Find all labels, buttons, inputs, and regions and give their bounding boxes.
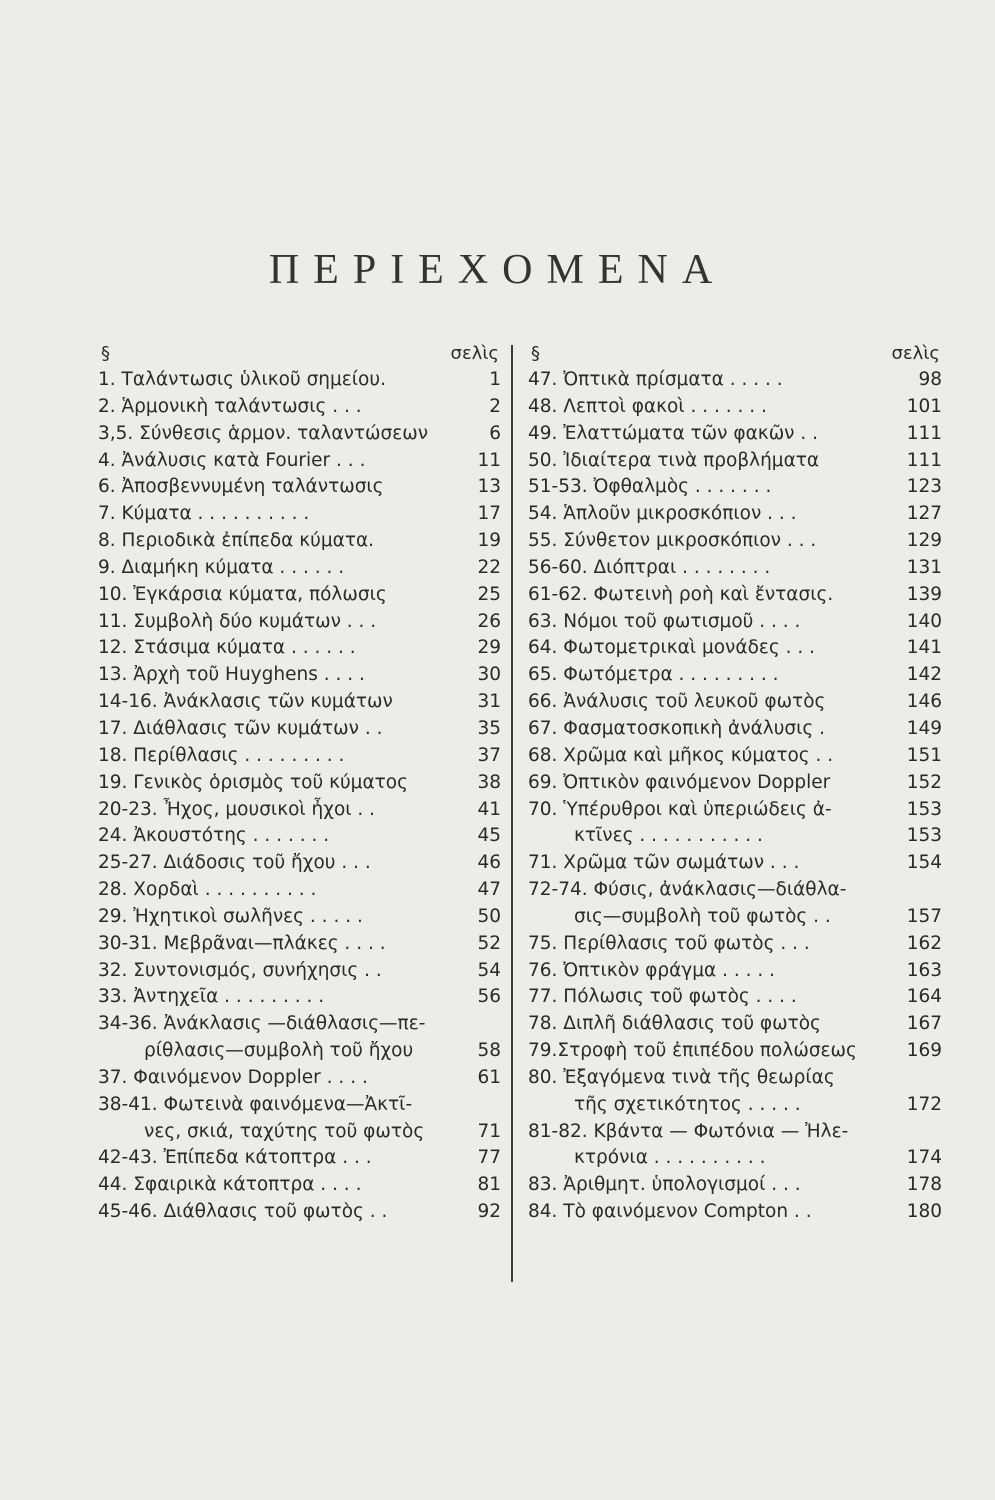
toc-entry-title: 72-74. Φύσις, ἀνάκλασις—διάθλα-: [528, 879, 847, 901]
toc-entry-page: 58: [477, 1040, 501, 1062]
toc-entry-title: 83. Ἀριθμητ. ὑπολογισμοί . . .: [528, 1174, 801, 1196]
toc-entry-title: 7. Κύματα . . . . . . . . . .: [98, 503, 310, 525]
toc-entry: [98, 662, 503, 689]
toc-entry-page: 127: [906, 503, 942, 525]
toc-entry-page: 17: [477, 503, 501, 525]
toc-entry-title: 12. Στάσιμα κύματα . . . . . .: [98, 637, 356, 659]
toc-entry-title: 19. Γενικὸς ὁρισμὸς τοῦ κύματος: [98, 771, 408, 793]
toc-entry-page: 169: [906, 1040, 942, 1062]
toc-entry-page: 47: [477, 879, 501, 901]
toc-entry-title: 45-46. Διάθλασις τοῦ φωτὸς . .: [98, 1201, 388, 1223]
toc-entry-page: 45: [477, 825, 501, 847]
toc-entry: [98, 716, 503, 743]
toc-entry: [98, 582, 503, 609]
toc-entry: [98, 689, 503, 716]
toc-entry-page: 157: [906, 905, 942, 927]
toc-entry-title: 76. Ὀπτικὸν φράγμα . . . . .: [528, 959, 776, 981]
toc-entry-title: 50. Ἰδιαίτερα τινὰ προβλήματα: [528, 449, 820, 471]
toc-entry: [528, 609, 944, 636]
toc-entry: [528, 958, 944, 985]
toc-entry: [528, 1119, 944, 1146]
column-header-right: [528, 343, 944, 367]
toc-entry-page: 52: [477, 932, 501, 954]
toc-entry: [98, 904, 503, 931]
toc-entry-title: 17. Διάθλασις τῶν κυμάτων . .: [98, 717, 383, 739]
toc-entry-page: 163: [906, 959, 942, 981]
toc-entry-title: 79.Στροφὴ τοῦ ἐπιπέδου πολώσεως: [528, 1040, 857, 1062]
toc-entry-title: 65. Φωτόμετρα . . . . . . . . .: [528, 664, 779, 686]
toc-entry: [98, 635, 503, 662]
toc-entry: [528, 1092, 944, 1119]
toc-entry-page: 172: [906, 1093, 942, 1115]
toc-entry: [98, 850, 503, 877]
toc-entry-title: 64. Φωτομετρικαὶ μονάδες . . .: [528, 637, 816, 659]
toc-entry-page: 71: [477, 1120, 501, 1142]
toc-entry-page: 101: [906, 395, 942, 417]
toc-entry: [528, 904, 944, 931]
toc-entry-title: 54. Ἁπλοῦν μικροσκόπιον . . .: [528, 503, 797, 525]
toc-entry-title: 81-82. Κβάντα — Φωτόνια — Ἠλε-: [528, 1120, 849, 1142]
toc-entry-page: 2: [489, 395, 501, 417]
toc-entry-title: ρίθλασις—συμβολὴ τοῦ ἤχου: [144, 1040, 414, 1062]
toc-entry-page: 61: [477, 1066, 501, 1088]
toc-entry-title: νες, σκιά, ταχύτης τοῦ φωτὸς: [144, 1120, 425, 1142]
section-symbol: §: [531, 343, 540, 364]
toc-entry-title: 37. Φαινόμενον Doppler . . . .: [98, 1066, 368, 1088]
toc-left-column: [98, 343, 503, 1226]
toc-entry: [528, 984, 944, 1011]
toc-entry-title: 84. Τὸ φαινόμενον Compton . .: [528, 1201, 812, 1223]
toc-entry: [528, 689, 944, 716]
toc-entry-page: 129: [906, 530, 942, 552]
toc-entry-title: 13. Ἀρχὴ τοῦ Huyghens . . . .: [98, 664, 365, 686]
toc-entry: [528, 582, 944, 609]
toc-entry: [98, 1011, 503, 1038]
toc-entry-page: 142: [906, 664, 942, 686]
toc-entry: [98, 1199, 503, 1226]
toc-entry-title: 67. Φασματοσκοπικὴ ἀνάλυσις .: [528, 717, 826, 739]
toc-entry-page: 152: [906, 771, 942, 793]
toc-entry-title: 9. Διαμήκη κύματα . . . . . .: [98, 556, 345, 578]
toc-entry-title: 25-27. Διάδοσις τοῦ ἤχου . . .: [98, 852, 371, 874]
toc-entry-page: 162: [906, 932, 942, 954]
toc-entry: [98, 474, 503, 501]
toc-entry-title: 71. Χρῶμα τῶν σωμάτων . . .: [528, 852, 800, 874]
toc-entry-page: 153: [906, 825, 942, 847]
toc-entry-title: 55. Σύνθετον μικροσκόπιον . . .: [528, 530, 817, 552]
toc-entry: [98, 797, 503, 824]
toc-entry: [98, 367, 503, 394]
toc-entry: [528, 716, 944, 743]
toc-entry-page: 54: [477, 959, 501, 981]
toc-entries-right: [528, 367, 944, 1226]
toc-entry-title: 18. Περίθλασις . . . . . . . . .: [98, 744, 345, 766]
toc-entry: [98, 421, 503, 448]
toc-entry: [528, 474, 944, 501]
toc-entry-page: 149: [906, 717, 942, 739]
toc-entry: [98, 1092, 503, 1119]
toc-entry-title: 4. Ἀνάλυσις κατὰ Fourier . . .: [98, 449, 366, 471]
toc-entry-page: 154: [906, 852, 942, 874]
toc-entry-page: 37: [477, 744, 501, 766]
toc-entry-page: 178: [906, 1174, 942, 1196]
section-symbol: §: [101, 343, 110, 364]
toc-right-column: [528, 343, 944, 1226]
toc-entry-page: 1: [489, 369, 501, 390]
toc-entry-title: τῆς σχετικότητος . . . . .: [574, 1093, 801, 1115]
toc-entry: [528, 823, 944, 850]
toc-entry: [528, 448, 944, 475]
toc-entry-page: 98: [918, 369, 942, 390]
toc-entry: [98, 1172, 503, 1199]
toc-entry-page: 131: [906, 556, 942, 578]
toc-entry-title: 44. Σφαιρικὰ κάτοπτρα . . . .: [98, 1174, 362, 1196]
toc-entry-page: 139: [906, 583, 942, 605]
toc-entry-title: 66. Ἀνάλυσις τοῦ λευκοῦ φωτὸς: [528, 691, 826, 713]
toc-entry-page: 6: [489, 422, 501, 444]
toc-entry-page: 153: [906, 798, 942, 820]
toc-entry: [98, 555, 503, 582]
toc-entry: [528, 367, 944, 394]
toc-entry-page: 22: [477, 556, 501, 578]
toc-entry: [528, 931, 944, 958]
toc-entry-title: 78. Διπλῆ διάθλασις τοῦ φωτὸς: [528, 1013, 821, 1035]
toc-entry: [528, 662, 944, 689]
page-title: ΠΕΡΙΕΧΟΜΕΝΑ: [268, 247, 727, 293]
page-column-label: σελὶς: [891, 343, 940, 364]
toc-entry: [98, 984, 503, 1011]
page-column-label: σελὶς: [450, 343, 499, 364]
toc-entry-title: 69. Ὀπτικὸν φαινόμενον Doppler: [528, 771, 831, 793]
toc-entry-page: 151: [906, 744, 942, 766]
toc-entry: [528, 635, 944, 662]
toc-entry-title: 42-43. Ἐπίπεδα κάτοπτρα . . .: [98, 1147, 372, 1169]
toc-entry-title: 30-31. Μεβρᾶναι—πλάκες . . . .: [98, 932, 386, 954]
toc-entry: [528, 1038, 944, 1065]
toc-entry: [98, 1119, 503, 1146]
toc-entry-title: 28. Χορδαὶ . . . . . . . . . .: [98, 879, 317, 901]
toc-entry-title: 33. Ἀντηχεῖα . . . . . . . . .: [98, 986, 325, 1008]
toc-entry-page: 38: [477, 771, 501, 793]
toc-entry-page: 180: [906, 1201, 942, 1223]
toc-entry: [98, 743, 503, 770]
toc-entry-title: 6. Ἀποσβεννυμένη ταλάντωσις: [98, 476, 384, 498]
toc-entry: [98, 448, 503, 475]
column-header-left: [98, 343, 503, 367]
toc-entry-title: κτῖνες . . . . . . . . . . .: [574, 825, 763, 847]
toc-entry-page: 19: [477, 530, 501, 552]
toc-entry-page: 123: [906, 476, 942, 498]
toc-entry-page: 146: [906, 691, 942, 713]
toc-entry-page: 81: [477, 1174, 501, 1196]
toc-entry-title: 63. Νόμοι τοῦ φωτισμοῦ . . . .: [528, 610, 801, 632]
toc-entry: [528, 1011, 944, 1038]
toc-entry-title: 14-16. Ἀνάκλασις τῶν κυμάτων: [98, 691, 393, 713]
toc-entry-page: 77: [477, 1147, 501, 1169]
toc-entry-page: 11: [477, 449, 501, 471]
toc-entry-title: 29. Ἠχητικοὶ σωλῆνες . . . . .: [98, 905, 363, 927]
toc-entry-page: 46: [477, 852, 501, 874]
toc-entry: [528, 528, 944, 555]
toc-entry-title: 11. Συμβολὴ δύο κυμάτων . . .: [98, 610, 377, 632]
toc-entry: [528, 394, 944, 421]
toc-entry: [528, 877, 944, 904]
toc-entry-title: 77. Πόλωσις τοῦ φωτὸς . . . .: [528, 986, 797, 1008]
toc-entry: [98, 394, 503, 421]
toc-entry-title: 24. Ἀκουστότης . . . . . . .: [98, 825, 330, 847]
toc-entry-page: 26: [477, 610, 501, 632]
toc-entry: [98, 931, 503, 958]
toc-entry: [98, 609, 503, 636]
toc-entry: [528, 770, 944, 797]
toc-entry-page: 35: [477, 717, 501, 739]
toc-entry-title: 47. Ὀπτικὰ πρίσματα . . . . .: [528, 369, 783, 390]
toc-entry-page: 174: [906, 1147, 942, 1169]
toc-entry: [98, 528, 503, 555]
toc-entry: [98, 1145, 503, 1172]
toc-entry-page: 167: [906, 1013, 942, 1035]
toc-entry-page: 111: [906, 422, 942, 444]
toc-entry-title: 49. Ἐλαττώματα τῶν φακῶν . .: [528, 422, 819, 444]
toc-entry-page: 13: [477, 476, 501, 498]
toc-entry-title: 48. Λεπτοὶ φακοὶ . . . . . . .: [528, 395, 767, 417]
toc-entry: [528, 1199, 944, 1226]
toc-entry-page: 164: [906, 986, 942, 1008]
toc-entry-title: 38-41. Φωτεινὰ φαινόμενα—Ἀκτῖ-: [98, 1093, 413, 1115]
toc-entry-page: 92: [477, 1201, 501, 1223]
toc-entry-page: 31: [477, 691, 501, 713]
toc-entry-page: 41: [477, 798, 501, 820]
toc-entry: [98, 958, 503, 985]
toc-entry-title: 56-60. Διόπτραι . . . . . . . .: [528, 556, 771, 578]
toc-entry: [98, 501, 503, 528]
column-divider: [511, 345, 513, 1282]
toc-entry-page: 141: [906, 637, 942, 659]
toc-entry-title: 80. Ἐξαγόμενα τινὰ τῆς θεωρίας: [528, 1066, 835, 1088]
toc-entry-title: 34-36. Ἀνάκλασις —διάθλασις—πε-: [98, 1013, 426, 1035]
toc-entry: [528, 501, 944, 528]
toc-entries-left: [98, 367, 503, 1226]
toc-entry-title: 32. Συντονισμός, συνήχησις . .: [98, 959, 382, 981]
toc-entry-title: 20-23. Ἦχος, μουσικοὶ ἦχοι . .: [98, 798, 376, 820]
toc-entry: [528, 1065, 944, 1092]
toc-entry: [528, 1172, 944, 1199]
toc-entry-title: σις—συμβολὴ τοῦ φωτὸς . .: [574, 905, 831, 927]
toc-entry-page: 30: [477, 664, 501, 686]
toc-entry: [528, 421, 944, 448]
toc-entry-page: 140: [906, 610, 942, 632]
toc-entry: [98, 770, 503, 797]
toc-entry-title: 51-53. Ὀφθαλμὸς . . . . . . .: [528, 476, 772, 498]
toc-entry: [98, 877, 503, 904]
toc-entry-title: 68. Χρῶμα καὶ μῆκος κύματος . .: [528, 744, 834, 766]
toc-entry: [98, 1038, 503, 1065]
toc-entry-page: 111: [906, 449, 942, 471]
toc-entry: [528, 850, 944, 877]
toc-entry-title: 8. Περιοδικὰ ἐπίπεδα κύματα.: [98, 530, 375, 552]
toc-entry-title: 2. Ἁρμονικὴ ταλάντωσις . . .: [98, 395, 362, 417]
toc-entry: [528, 555, 944, 582]
toc-entry-page: 50: [477, 905, 501, 927]
toc-entry-title: 61-62. Φωτεινὴ ροὴ καὶ ἔντασις.: [528, 583, 834, 605]
toc-entry-title: 1. Ταλάντωσις ὑλικοῦ σημείου.: [98, 369, 386, 390]
toc-entry-page: 56: [477, 986, 501, 1008]
toc-entry: [528, 797, 944, 824]
toc-entry-page: 25: [477, 583, 501, 605]
toc-entry-title: 10. Ἐγκάρσια κύματα, πόλωσις: [98, 583, 387, 605]
toc-entry-title: 70. Ὑπέρυθροι καὶ ὑπεριώδεις ἀ-: [528, 798, 832, 820]
toc-entry: [528, 743, 944, 770]
toc-entry: [98, 1065, 503, 1092]
toc-entry-page: 29: [477, 637, 501, 659]
toc-entry: [528, 1145, 944, 1172]
toc-entry-title: 75. Περίθλασις τοῦ φωτὸς . . .: [528, 932, 810, 954]
toc-entry-title: 3,5. Σύνθεσις ἁρμον. ταλαντώσεων: [98, 422, 429, 444]
toc-entry-title: κτρόνια . . . . . . . . . .: [574, 1147, 766, 1169]
toc-entry: [98, 823, 503, 850]
